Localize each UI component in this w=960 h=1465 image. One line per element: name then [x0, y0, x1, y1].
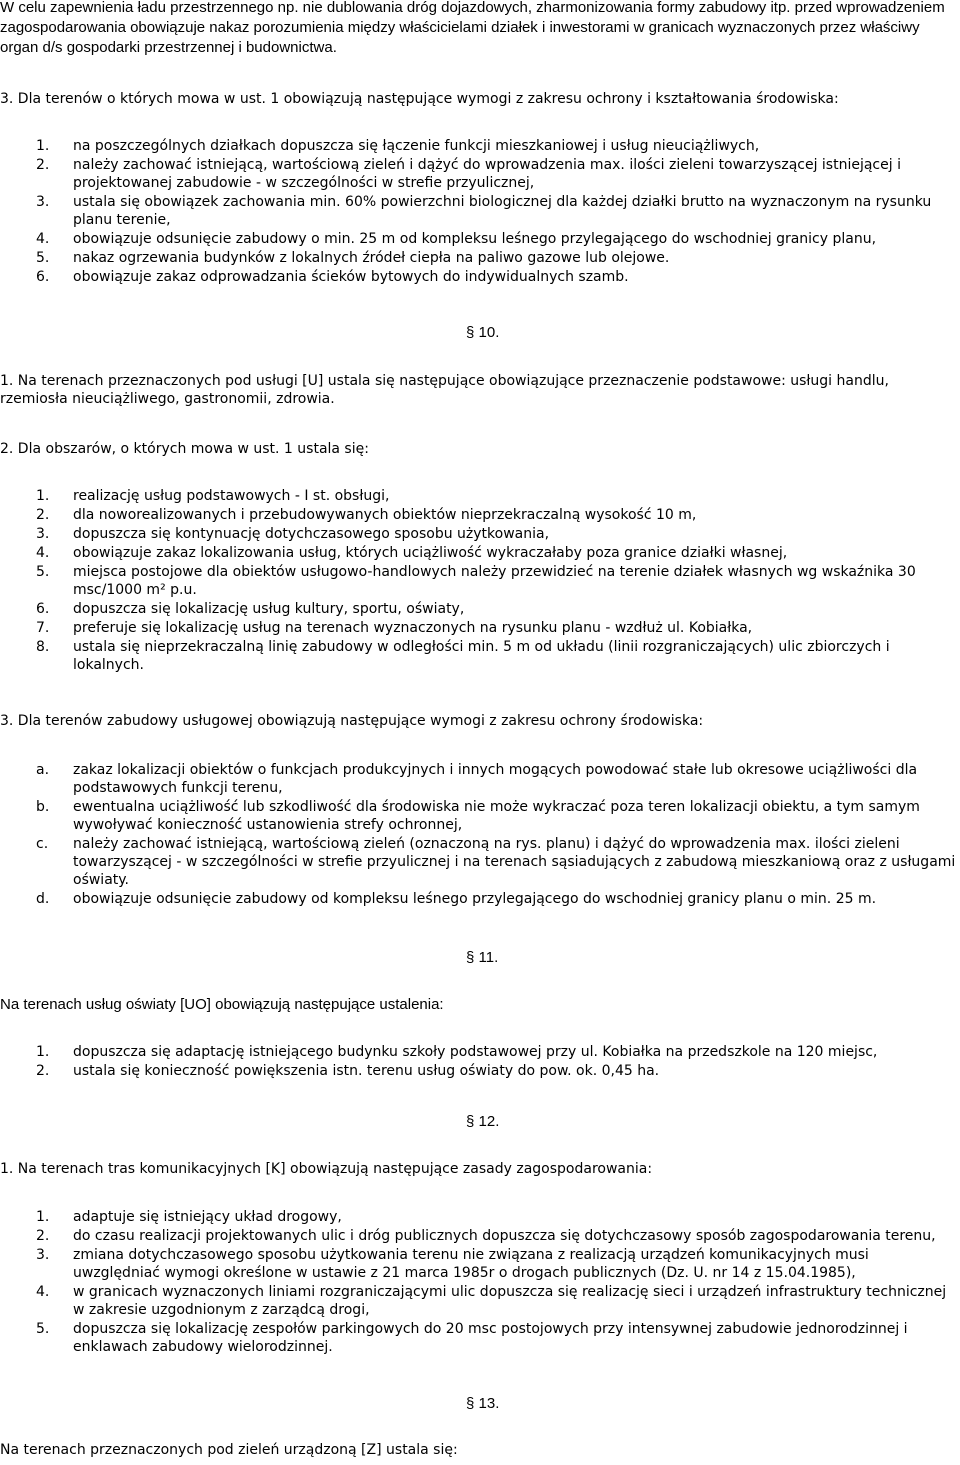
list-item: 4. w granicach wyznaczonych liniami rozgraniczającymi ulic dopuszcza się realizację sieci i urządzeń infrastruktury technicznej w zakresie uzgodnionym z zarządcą drogi,	[36, 1284, 947, 1318]
section9-list	[0, 137, 958, 287]
list-item: d. obowiązuje odsunięcie zabudowy od kompleksu leśnego przylegającego do wschodniej granicy planu o min. 25 m.	[36, 891, 877, 907]
list-item: 3. dopuszcza się kontynuację dotychczasowego sposobu użytkowania,	[36, 526, 550, 542]
section12-point1: 1. Na terenach tras komunikacyjnych [K] obowiązują następujące zasady zagospodarowania:	[0, 1161, 653, 1177]
section11-intro: Na terenach usług oświaty [UO] obowiązują następujące ustalenia:	[0, 996, 444, 1013]
section11-list	[0, 1043, 958, 1081]
section12-list	[0, 1208, 958, 1357]
list-item: 3. zmiana dotychczasowego sposobu użytkowania terenu nie związana z realizacją urządzeń komunikacyjnych musi uwzględniać wymogi określone w ustawie z 21 marca 1985r o drogach publicznych (Dz. U. nr 14 z 15.04.1985),	[36, 1247, 869, 1281]
list-item: 1. na poszczególnych działkach dopuszcza się łączenie funkcji mieszkaniowej i usług nieuciążliwych,	[36, 138, 760, 154]
list-item: 8. ustala się nieprzekraczalną linię zabudowy w odległości min. 5 m od układu (linii rozgraniczających) ulic zbiorczych i lokalnych.	[36, 639, 890, 673]
section9-point3: 3. Dla terenów o których mowa w ust. 1 obowiązują następujące wymogi z zakresu ochrony i kształtowania środowiska:	[0, 91, 839, 107]
list-item: 5. miejsca postojowe dla obiektów usługowo-handlowych należy przewidzieć na terenie działek własnych wg wskaźnika 30 msc/1000 m² p.u.	[36, 564, 916, 598]
list-item: 5. dopuszcza się lokalizację zespołów parkingowych do 20 msc postojowych przy intensywnej zabudowie jednorodzinnej i enklawach zabudowy wielorodzinnej.	[36, 1321, 908, 1355]
section10-point1: 1. Na terenach przeznaczonych pod usługi [U] ustala się następujące obowiązujące przeznaczenie podstawowe: usługi handlu, rzemiosła nieuciążliwego, gastronomii, zdrowia.	[0, 373, 889, 407]
section10-env-list	[0, 761, 958, 909]
list-item: 2. należy zachować istniejącą, wartościową zieleń i dążyć do wprowadzenia max. ilości zieleni towarzyszącej istniejącej i projektowanej zabudowie - w szczególności w strefie przyulicznej,	[36, 157, 901, 191]
list-item: 4. obowiązuje zakaz lokalizowania usług, których uciążliwość wykraczałaby poza granice działki własnej,	[36, 545, 788, 561]
section10-point2: 2. Dla obszarów, o których mowa w ust. 1 ustala się:	[0, 441, 369, 457]
list-item: 2. dla noworealizowanych i przebudowywanych obiektów nieprzekraczalną wysokość 10 m,	[36, 507, 697, 523]
section10-heading: § 10.	[466, 324, 500, 341]
list-item: b. ewentualna uciążliwość lub szkodliwość dla środowiska nie może wykraczać poza teren lokalizacji obiektu, a tym samym wywoływać konieczność ustanowienia strefy ochronnej,	[36, 799, 920, 833]
section12-heading: § 12.	[466, 1113, 500, 1130]
section13-heading: § 13.	[466, 1395, 500, 1412]
list-item: 4. obowiązuje odsunięcie zabudowy o min. 25 m od kompleksu leśnego przylegającego do wschodniej granicy planu,	[36, 231, 877, 247]
list-item: 2. ustala się konieczność powiększenia istn. terenu usług oświaty do pow. ok. 0,45 ha.	[36, 1063, 660, 1079]
list-item: c. należy zachować istniejącą, wartościową zieleń (oznaczoną na rys. planu) i dążyć do wprowadzenia max. ilości zieleni towarzyszącej - w szczególności w strefie przyulicznej i na terenach sąsiadujących z zabudową mieszkaniową oraz z usługami oświaty.	[36, 836, 956, 888]
list-item: 1. dopuszcza się adaptację istniejącego budynku szkoły podstawowej przy ul. Kobiałka na przedszkole na 120 miejsc,	[36, 1044, 878, 1060]
section11-heading: § 11.	[466, 949, 499, 966]
list-item: a. zakaz lokalizacji obiektów o funkcjach produkcyjnych i innych mogących powodować stałe lub okresowe uciążliwości dla podstawowych funkcji terenu,	[36, 762, 918, 796]
list-item: 1. adaptuje się istniejący układ drogowy,	[36, 1209, 342, 1225]
section10-point3: 3. Dla terenów zabudowy usługowej obowiązują następujące wymogi z zakresu ochrony środowiska:	[0, 713, 704, 729]
section13-intro: Na terenach przeznaczonych pod zieleń urządzoną [Z] ustala się:	[0, 1442, 458, 1458]
list-item: 1. realizację usług podstawowych - I st. obsługi,	[36, 488, 390, 504]
list-item: 7. preferuje się lokalizację usług na terenach wyznaczonych na rysunku planu - wzdłuż ul. Kobiałka,	[36, 620, 753, 636]
list-item: 3. ustala się obowiązek zachowania min. 60% powierzchni biologicznej dla każdej działki brutto na wyznaczonym na rysunku planu terenie,	[36, 194, 932, 228]
list-item: 6. obowiązuje zakaz odprowadzania ścieków bytowych do indywidualnych szamb.	[36, 269, 629, 285]
section10-list	[0, 487, 958, 675]
intro-paragraph: W celu zapewnienia ładu przestrzennego np. nie dublowania dróg dojazdowych, zharmonizowania formy zabudowy itp. przed wprowadzeniem zagospodarowania obowiązuje nakaz porozumienia między właścicielami działek i inwestorami w granicach wyznaczonych przez właściwy organ d/s gospodarki przestrzennej i budownictwa.	[0, 0, 945, 56]
list-item: 2. do czasu realizacji projektowanych ulic i dróg publicznych dopuszcza się dotychczasowy sposób zagospodarowania terenu,	[36, 1228, 936, 1244]
list-item: 6. dopuszcza się lokalizację usług kultury, sportu, oświaty,	[36, 601, 465, 617]
list-item: 5. nakaz ogrzewania budynków z lokalnych źródeł ciepła na paliwo gazowe lub olejowe.	[36, 250, 670, 266]
